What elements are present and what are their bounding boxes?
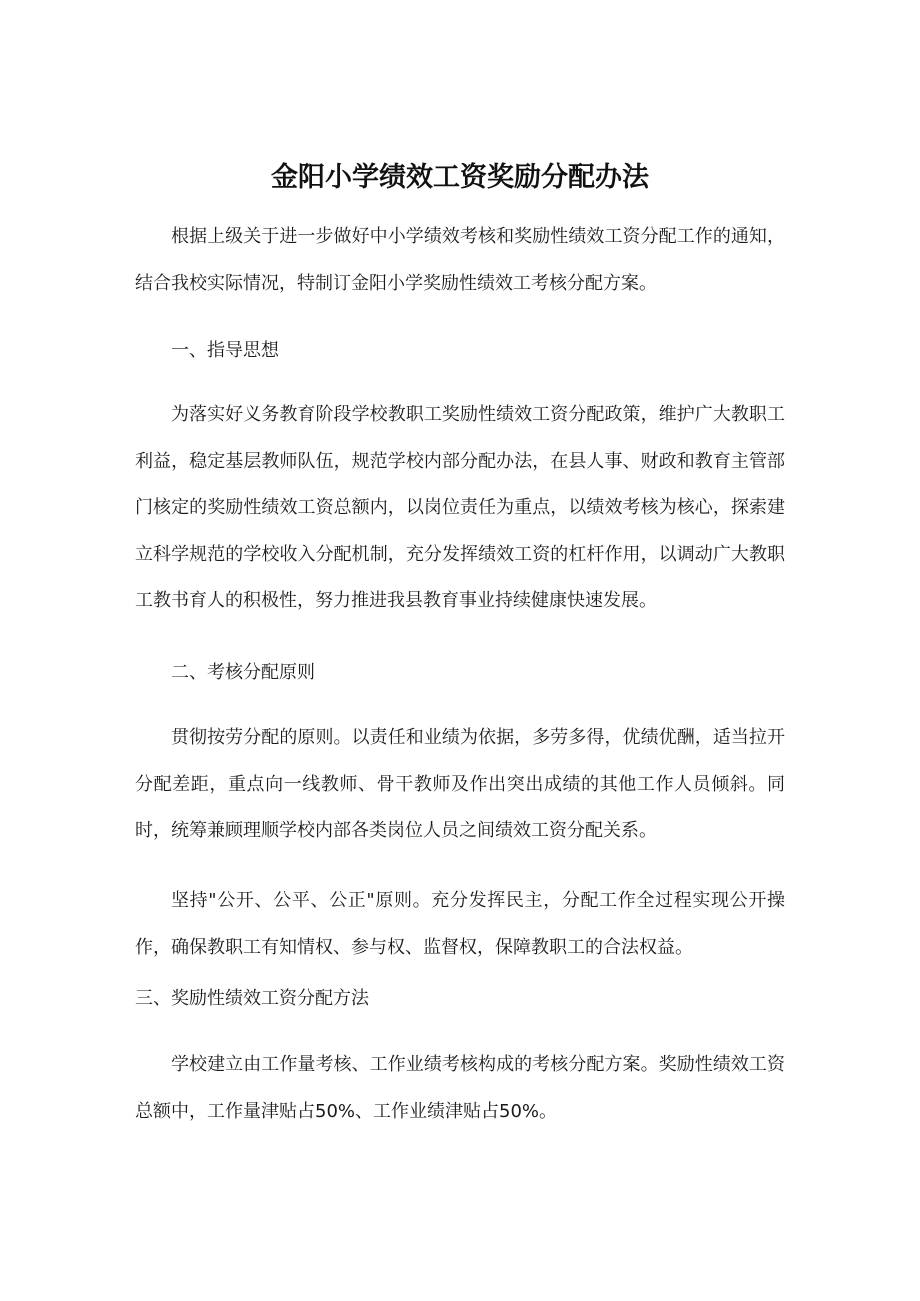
- paragraph-distribution-method: 学校建立由工作量考核、工作业绩考核构成的考核分配方案。奖励性绩效工资总额中，工作量津贴占50%、工作业绩津贴占50%。: [135, 1054, 785, 1122]
- paragraph-distribution-by-work: 贯彻按劳分配的原则。以责任和业绩为依据，多劳多得，优绩优酬，适当拉开分配差距，重点向一线教师、骨干教师及作出突出成绩的其他工作人员倾斜。同时，统筹兼顾理顺学校内部各类岗位人员之间绩效工资分配关系。: [135, 727, 785, 841]
- section-heading-distribution-principles: 二、考核分配原则: [171, 662, 315, 683]
- section-heading-distribution-method: 三、奖励性绩效工资分配方法: [135, 988, 369, 1009]
- document-title: 金阳小学绩效工资奖励分配办法: [271, 162, 649, 194]
- paragraph-open-fair-just: 坚持"公开、公平、公正"原则。充分发挥民主，分配工作全过程实现公开操作，确保教职工有知情权、参与权、监督权，保障教职工的合法权益。: [135, 890, 785, 958]
- intro-paragraph: 根据上级关于进一步做好中小学绩效考核和奖励性绩效工资分配工作的通知，结合我校实际情况，特制订金阳小学奖励性绩效工考核分配方案。: [135, 226, 785, 294]
- paragraph-guiding-ideology: 为落实好义务教育阶段学校教职工奖励性绩效工资分配政策，维护广大教职工利益，稳定基层教师队伍，规范学校内部分配办法，在县人事、财政和教育主管部门核定的奖励性绩效工资总额内，以岗位责任为重点，以绩效考核为核心，探索建立科学规范的学校收入分配机制，充分发挥绩效工资的杠杆作用，以调动广大教职工教书育人的积极性，努力推进我县教育事业持续健康快速发展。: [135, 404, 785, 611]
- section-heading-guiding-ideology: 一、指导思想: [171, 340, 279, 361]
